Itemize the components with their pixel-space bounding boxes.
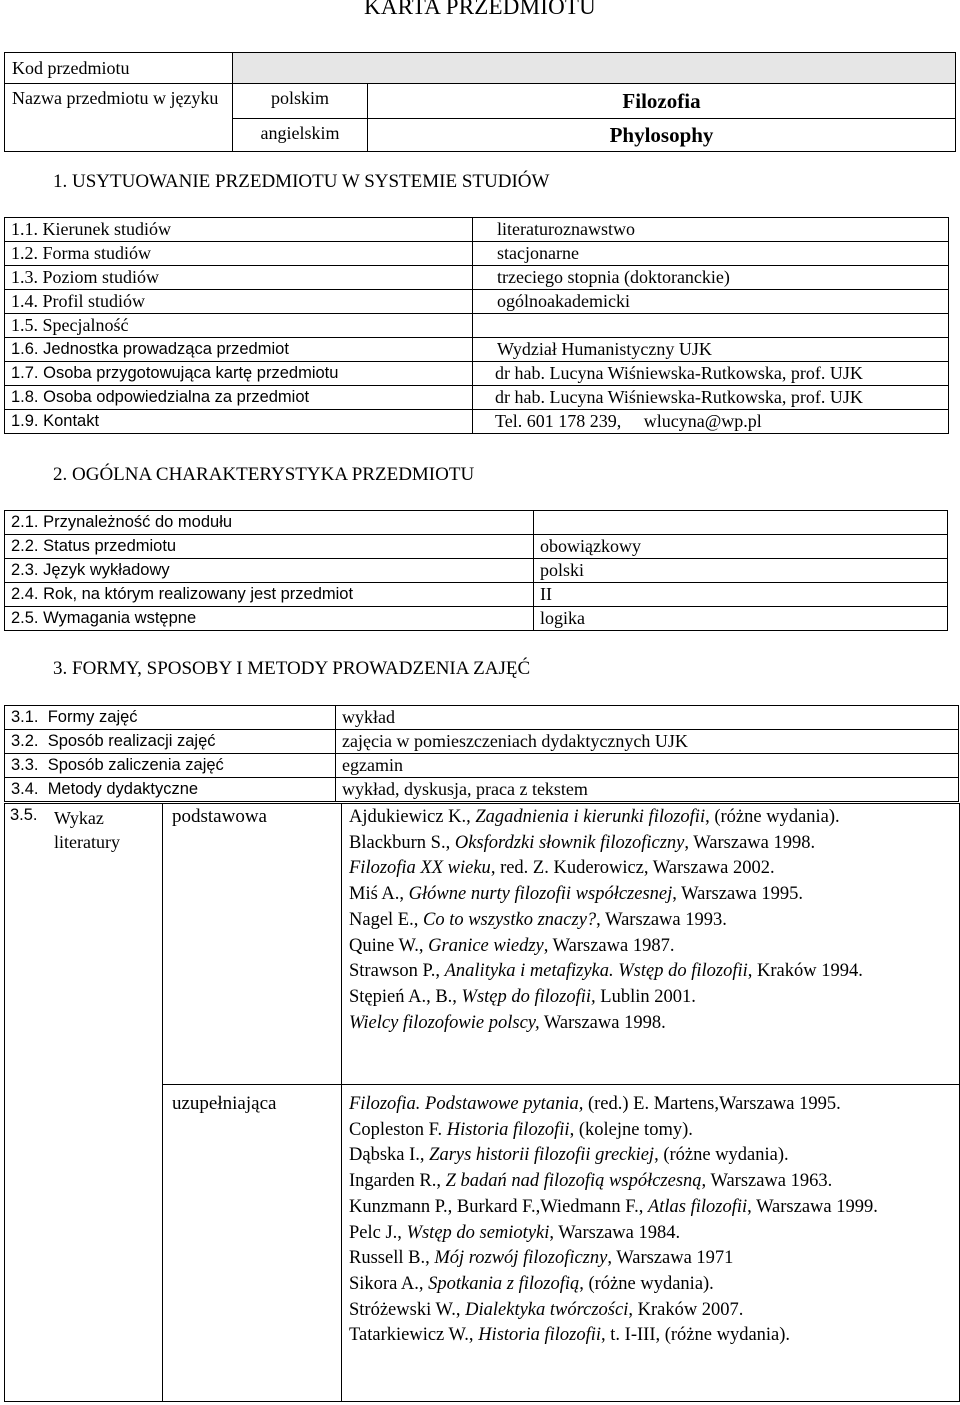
literature-title: Spotkania z filozofią [428,1273,580,1294]
literature-item [349,831,953,857]
row-value: dr hab. Lucyna Wiśniewska-Rutkowska, prof. UJK [473,386,949,410]
row-label: 1.4. Profil studiów [5,290,473,314]
literature-details: , (kolejne tomy). [569,1119,693,1140]
table-row [5,218,949,242]
literature-author: Quine W., [349,935,429,956]
row-label: 1.5. Specjalność [5,314,473,338]
table-row [5,706,959,730]
code-label: Kod przedmiotu [5,53,233,84]
divider [162,803,163,1402]
row-value: II [534,583,948,607]
literature-details: , (różne wydania). [654,1145,789,1166]
literature-item [349,1092,953,1118]
literature-title: Mój rozwój filozoficzny [434,1248,608,1269]
row-value [534,511,948,535]
section-3-title: 3. FORMY, SPOSOBY I METODY PROWADZENIA ZAJĘĆ [53,658,531,679]
row-label: 2.5. Wymagania wstępne [5,607,534,631]
table-row [5,314,949,338]
literature-title: Wstęp do semiotyki [406,1222,550,1243]
row-value: Wydział Humanistyczny UJK [473,338,949,362]
table-row [5,266,949,290]
row-value: wykład [336,706,959,730]
table-row [5,386,949,410]
name-label: Nazwa przedmiotu w języku [5,84,233,152]
literature-details: , Warszawa 1995. [672,884,803,905]
literature-author: Stróżewski W., [349,1299,466,1320]
table-row [5,559,948,583]
literature-title: Wstęp do filozofii, [461,986,596,1007]
literature-title: Zagadnienia i kierunki filozofii [475,807,706,827]
literature-title: Filozofia. Podstawowe pytania, [349,1094,584,1114]
literature-author: Blackburn S., [349,832,455,853]
row-label: 1.2. Forma studiów [5,242,473,266]
row-label: 1.8. Osoba odpowiedzialna za przedmiot [5,386,473,410]
table-row [5,290,949,314]
table-row [5,535,948,559]
literature-details: , Warszawa 1998. [684,832,816,853]
literature-details: (red.) E. Martens,Warszawa 1995. [583,1094,841,1114]
divider [4,803,959,804]
table-row [5,242,949,266]
literature-title: Analityka i metafizyka. Wstęp do filozofii [444,961,748,982]
literature-details: , Warszawa 1971 [607,1248,734,1269]
row-label: 1.3. Poziom studiów [5,266,473,290]
literature-author: Tatarkiewicz W., [349,1325,479,1346]
literature-item [349,856,953,882]
row-label: 1.9. Kontakt [5,410,473,434]
literature-author: Dąbska I., [349,1145,430,1166]
divider [4,1401,959,1402]
literature-item [349,908,953,934]
literature-details: , Warszawa 1984. [549,1222,681,1243]
literature-item [349,1272,953,1298]
literature-label: Wykaz literatury [54,808,120,852]
literature-details: , red. Z. Kuderowicz, Warszawa 2002. [490,858,775,879]
row-value: wykład, dyskusja, praca z tekstem [336,778,959,802]
code-value [233,53,956,84]
divider [4,803,5,1402]
literature-item [349,1323,953,1349]
literature-author: Stępień A., B., [349,986,462,1007]
literature-details: , Warszawa 1999. [747,1196,878,1217]
literature-details: , t. I-III, (różne wydania). [601,1325,791,1346]
table-row [5,730,959,754]
row-value: ogólnoakademicki [473,290,949,314]
literature-title: Zarys historii filozofii greckiej [429,1145,655,1166]
row-label: 2.1. Przynależność do modułu [5,511,534,535]
table-row [5,607,948,631]
literature-item [349,959,953,985]
literature-title: Główne nurty filozofii współczesnej [408,884,673,905]
table-row [5,511,948,535]
literature-author: Pelc J., [349,1222,407,1243]
lang-pl-label: polskim [233,84,368,119]
section-1-title: 1. USYTUOWANIE PRZEDMIOTU W SYSTEMIE STUDIÓW [53,171,550,192]
row-value: zajęcia w pomieszczeniach dydaktycznych UJK [336,730,959,754]
literature-item [349,1169,953,1195]
row-label: 2.3. Język wykładowy [5,559,534,583]
literature-author: Ajdukiewicz K., [349,807,476,827]
literature-title: Co to wszystko znaczy? [422,909,597,930]
literature-item [349,1246,953,1272]
table-row [5,583,948,607]
table-row [5,338,949,362]
section-1-table [4,217,949,434]
row-label: 1.1. Kierunek studiów [5,218,473,242]
table-row [5,778,959,802]
basic-literature-label: podstawowa [172,806,267,827]
name-en-value: Phylosophy [368,119,956,152]
literature-details: , Warszawa 1963. [701,1171,833,1192]
literature-title: Oksfordzki słownik filozoficzny [454,832,685,853]
section-2-title: 2. OGÓLNA CHARAKTERYSTYKA PRZEDMIOTU [53,464,475,485]
literature-number: 3.5. [10,806,38,824]
literature-author: Russell B., [349,1248,435,1269]
literature-title: Dialektyka twórczości [465,1299,629,1320]
literature-item [349,805,953,831]
page-title: KARTA PRZEDMIOTU [364,0,596,19]
literature-item [349,1298,953,1324]
literature-item [349,1195,953,1221]
supplementary-literature-list [349,1092,953,1349]
contact-value: Tel. 601 178 239, wlucyna@wp.pl [473,410,949,434]
literature-item [349,882,953,908]
literature-details: , Warszawa 1987. [543,935,675,956]
row-value: trzeciego stopnia (doktoranckie) [473,266,949,290]
literature-title: Historia filozofii [446,1119,570,1140]
literature-details: , Kraków 1994. [747,961,863,982]
literature-title: Filozofia XX wieku [349,858,491,879]
literature-author: Miś A., [349,884,409,905]
divider [162,1084,959,1085]
literature-author: Nagel E., [349,909,423,930]
row-label: 3.1. Formy zajęć [5,706,336,730]
literature-item [349,1221,953,1247]
section-2-table [4,510,948,631]
table-row [5,754,959,778]
row-value [473,314,949,338]
literature-author: Strawson P., [349,961,445,982]
row-value: logika [534,607,948,631]
row-value: dr hab. Lucyna Wiśniewska-Rutkowska, prof. UJK [473,362,949,386]
name-pl-value: Filozofia [368,84,956,119]
literature-title: Wielcy filozofowie polscy, [349,1012,540,1033]
literature-author: Ingarden R., [349,1171,446,1192]
supplementary-literature-label: uzupełniająca [172,1093,277,1114]
row-value: egzamin [336,754,959,778]
row-value: polski [534,559,948,583]
row-label: 3.2. Sposób realizacji zajęć [5,730,336,754]
row-label: 1.6. Jednostka prowadząca przedmiot [5,338,473,362]
literature-title: Granice wiedzy [428,935,544,956]
literature-details: , (różne wydania). [705,807,840,827]
row-label: 3.3. Sposób zaliczenia zajęć [5,754,336,778]
row-label: 3.4. Metody dydaktyczne [5,778,336,802]
literature-details: , Warszawa 1993. [596,909,727,930]
literature-title: Historia filozofii [478,1325,602,1346]
literature-item [349,985,953,1011]
table-row [5,410,949,434]
literature-item [349,934,953,960]
literature-details: , (różne wydania). [579,1273,714,1294]
row-label: 2.2. Status przedmiotu [5,535,534,559]
literature-title: Atlas filozofii [647,1196,748,1217]
literature-item [349,1011,953,1037]
literature-details: Lublin 2001. [595,986,696,1007]
lang-en-label: angielskim [233,119,368,152]
row-label: 2.4. Rok, na którym realizowany jest przedmiot [5,583,534,607]
literature-author: Kunzmann P., Burkard F.,Wiedmann F., [349,1196,648,1217]
literature-author: Copleston F. [349,1119,447,1140]
row-value: stacjonarne [473,242,949,266]
row-value: literaturoznawstwo [473,218,949,242]
literature-item [349,1143,953,1169]
identification-table [4,52,956,152]
basic-literature-list [349,805,953,1036]
row-value: obowiązkowy [534,535,948,559]
literature-details: , Kraków 2007. [628,1299,744,1320]
literature-title: Z badań nad filozofią współczesną [445,1171,702,1192]
literature-item [349,1118,953,1144]
literature-author: Sikora A., [349,1273,429,1294]
divider [341,803,342,1402]
section-3-table [4,705,959,802]
row-label: 1.7. Osoba przygotowująca kartę przedmiotu [5,362,473,386]
literature-details: Warszawa 1998. [539,1012,666,1033]
table-row [5,362,949,386]
